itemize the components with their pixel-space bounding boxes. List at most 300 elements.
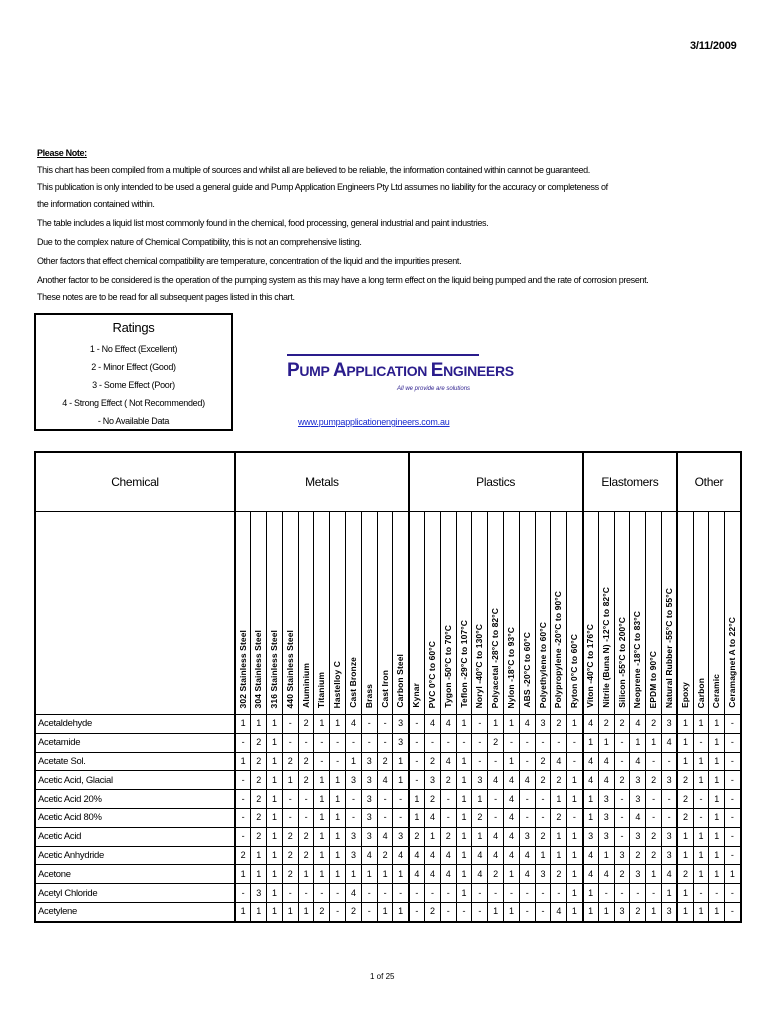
column-header <box>472 512 488 715</box>
column-header <box>251 512 267 715</box>
rating-cell: 1 <box>567 790 583 809</box>
column-header <box>693 512 709 715</box>
rating-cell: 2 <box>677 865 693 884</box>
rating-cell: - <box>409 902 425 921</box>
rating-cell: 3 <box>662 715 678 734</box>
column-header-label: Nitrile (Buna N) -12°C to 82°C <box>600 587 611 708</box>
rating-cell: 2 <box>251 771 267 790</box>
rating-cell: 4 <box>425 715 441 734</box>
table-row <box>35 846 741 865</box>
table-row <box>35 808 741 827</box>
rating-cell: - <box>361 733 377 752</box>
rating-cell: 1 <box>298 902 314 921</box>
rating-cell: 1 <box>298 865 314 884</box>
rating-cell: 1 <box>267 752 283 771</box>
rating-cell: - <box>330 902 346 921</box>
rating-cell: 4 <box>583 846 599 865</box>
rating-cell: 1 <box>693 771 709 790</box>
rating-cell: 3 <box>630 771 646 790</box>
rating-cell: 1 <box>583 902 599 921</box>
rating-cell: - <box>282 733 298 752</box>
rating-cell: - <box>725 808 741 827</box>
logo-rule <box>287 354 479 356</box>
note-line: These notes are to be read for all subsequent pages listed in this chart. <box>37 292 295 302</box>
rating-cell: 1 <box>677 715 693 734</box>
rating-cell: 4 <box>504 808 520 827</box>
ratings-box <box>34 313 233 431</box>
rating-cell: - <box>567 733 583 752</box>
rating-cell: 3 <box>614 902 630 921</box>
rating-cell: 3 <box>361 827 377 846</box>
rating-cell: - <box>725 752 741 771</box>
rating-cell: 1 <box>709 733 725 752</box>
rating-cell: - <box>725 790 741 809</box>
rating-cell: - <box>519 752 535 771</box>
rating-cell: 3 <box>598 808 614 827</box>
rating-cell: 2 <box>630 902 646 921</box>
column-header <box>662 512 678 715</box>
rating-cell: 1 <box>330 865 346 884</box>
rating-cell: 3 <box>614 846 630 865</box>
rating-cell: 2 <box>551 808 567 827</box>
column-header-label: Polyacetal -28°C to 82°C <box>490 607 501 708</box>
rating-cell: 1 <box>693 865 709 884</box>
rating-cell: 1 <box>267 902 283 921</box>
rating-cell: 1 <box>677 752 693 771</box>
column-header-label: Kynar <box>411 683 422 708</box>
rating-cell: 1 <box>551 846 567 865</box>
column-header <box>535 512 551 715</box>
rating-cell: 1 <box>393 771 409 790</box>
rating-cell: 1 <box>456 865 472 884</box>
table-row <box>35 790 741 809</box>
column-header <box>346 512 362 715</box>
rating-cell: 3 <box>361 771 377 790</box>
column-header-label: 302 Stainless Steel <box>237 629 248 708</box>
rating-cell: 2 <box>551 771 567 790</box>
rating-cell: 1 <box>488 902 504 921</box>
rating-cell: 4 <box>519 771 535 790</box>
rating-cell: 2 <box>535 827 551 846</box>
rating-cell: 1 <box>409 790 425 809</box>
rating-cell: 1 <box>646 902 662 921</box>
rating-cell: - <box>330 884 346 903</box>
rating-cell: - <box>598 884 614 903</box>
rating-cell: 3 <box>472 771 488 790</box>
rating-cell: - <box>393 884 409 903</box>
rating-cell: 2 <box>298 846 314 865</box>
rating-cell: - <box>614 808 630 827</box>
rating-cell: 3 <box>630 790 646 809</box>
chemical-name: Acetone <box>35 865 235 884</box>
column-header-label: Ryton 0°C to 60°C <box>568 633 579 708</box>
rating-cell: - <box>456 733 472 752</box>
rating-cell: 4 <box>346 884 362 903</box>
rating-cell: 2 <box>346 902 362 921</box>
rating-cell: 1 <box>677 827 693 846</box>
rating-cell: 1 <box>567 865 583 884</box>
rating-cell: 1 <box>456 771 472 790</box>
rating-cell: 2 <box>646 715 662 734</box>
rating-cell: 2 <box>472 808 488 827</box>
column-header-label: 440 Stainless Steel <box>284 629 295 708</box>
logo-wordmark: PUMP APPLICATION ENGINEERS <box>287 360 514 381</box>
rating-cell: 4 <box>519 846 535 865</box>
rating-cell: 4 <box>630 715 646 734</box>
rating-cell: 4 <box>425 865 441 884</box>
page-date: 3/11/2009 <box>690 40 737 52</box>
rating-cell: - <box>409 715 425 734</box>
rating-cell: 4 <box>519 715 535 734</box>
rating-cell: 1 <box>725 865 741 884</box>
rating-cell: - <box>361 715 377 734</box>
rating-cell: 1 <box>330 771 346 790</box>
compatibility-table <box>34 451 742 923</box>
rating-cell: 1 <box>282 771 298 790</box>
column-header-label: Cast Bronze <box>347 657 358 708</box>
rating-cell: 2 <box>251 752 267 771</box>
column-header <box>519 512 535 715</box>
rating-cell: - <box>504 733 520 752</box>
rating-cell: 1 <box>314 865 330 884</box>
rating-cell: 1 <box>567 846 583 865</box>
column-header-label: PVC 0°C to 60°C <box>426 640 437 708</box>
rating-cell: - <box>535 884 551 903</box>
rating-cell: 3 <box>251 884 267 903</box>
rating-cell: - <box>409 752 425 771</box>
rating-cell: 4 <box>630 808 646 827</box>
rating-cell: - <box>472 752 488 771</box>
rating-cell: 2 <box>282 846 298 865</box>
rating-cell: 2 <box>646 771 662 790</box>
rating-cell: 2 <box>677 790 693 809</box>
rating-cell: 3 <box>346 771 362 790</box>
rating-cell: - <box>472 884 488 903</box>
rating-cell: 1 <box>693 715 709 734</box>
rating-cell: 3 <box>630 865 646 884</box>
rating-cell: - <box>693 790 709 809</box>
rating-cell: - <box>377 884 393 903</box>
rating-cell: - <box>409 884 425 903</box>
rating-cell: - <box>535 808 551 827</box>
rating-cell: 1 <box>535 846 551 865</box>
website-link[interactable]: www.pumpapplicationengineers.com.au <box>298 417 450 427</box>
rating-cell: 1 <box>393 752 409 771</box>
rating-cell: 1 <box>314 808 330 827</box>
rating-cell: - <box>298 808 314 827</box>
rating-cell: 1 <box>456 790 472 809</box>
rating-cell: - <box>630 884 646 903</box>
note-line: Another factor to be considered is the operation of the pumping system as this may have a long term effect on the liquid being pumped and the rate of corrosion present. <box>37 275 649 285</box>
rating-cell: - <box>314 733 330 752</box>
rating-cell: - <box>646 884 662 903</box>
group-header-other: Other <box>677 452 740 512</box>
rating-cell: 4 <box>504 790 520 809</box>
rating-cell: - <box>235 884 251 903</box>
rating-cell: 2 <box>425 790 441 809</box>
rating-cell: - <box>488 884 504 903</box>
column-header-label: Ceramic <box>711 673 722 708</box>
chemical-name: Acetic Acid 80% <box>35 808 235 827</box>
rating-cell: 2 <box>251 733 267 752</box>
rating-cell: - <box>472 902 488 921</box>
rating-cell: 1 <box>314 846 330 865</box>
rating-item: - No Available Data <box>97 416 170 426</box>
rating-cell: 3 <box>662 827 678 846</box>
rating-cell: 1 <box>330 827 346 846</box>
rating-cell: 1 <box>504 865 520 884</box>
rating-cell: 1 <box>646 733 662 752</box>
column-header <box>377 512 393 715</box>
ratings-title: Ratings <box>112 320 155 335</box>
rating-cell: 1 <box>598 733 614 752</box>
rating-cell: 2 <box>614 771 630 790</box>
rating-cell: 2 <box>377 752 393 771</box>
chemical-name: Acetic Anhydride <box>35 846 235 865</box>
rating-cell: 1 <box>598 846 614 865</box>
chemical-name: Acetic Acid <box>35 827 235 846</box>
rating-cell: 4 <box>409 846 425 865</box>
rating-cell: - <box>409 771 425 790</box>
rating-cell: 1 <box>709 752 725 771</box>
rating-cell: 2 <box>251 827 267 846</box>
rating-cell: - <box>346 790 362 809</box>
company-logo <box>287 354 514 400</box>
rating-cell: 3 <box>361 808 377 827</box>
chemical-name: Acetylene <box>35 902 235 921</box>
rating-cell: 1 <box>456 808 472 827</box>
rating-cell: 1 <box>456 827 472 846</box>
rating-cell: 3 <box>583 827 599 846</box>
chemical-header-blank <box>35 512 235 715</box>
table-row <box>35 884 741 903</box>
rating-cell: 2 <box>314 902 330 921</box>
rating-cell: 1 <box>709 827 725 846</box>
rating-cell: 2 <box>488 733 504 752</box>
rating-cell: 2 <box>677 771 693 790</box>
rating-cell: 1 <box>267 808 283 827</box>
rating-cell: 1 <box>646 865 662 884</box>
rating-cell: - <box>488 790 504 809</box>
rating-cell: - <box>361 884 377 903</box>
rating-cell: - <box>725 827 741 846</box>
column-header <box>298 512 314 715</box>
rating-cell: 1 <box>251 865 267 884</box>
column-header-label: Teflon -29°C to 107°C <box>458 620 469 708</box>
rating-cell: - <box>346 808 362 827</box>
rating-cell: 2 <box>535 771 551 790</box>
rating-cell: 2 <box>440 827 456 846</box>
rating-cell: 4 <box>551 902 567 921</box>
rating-cell: - <box>535 733 551 752</box>
rating-cell: 4 <box>425 808 441 827</box>
rating-cell: - <box>504 884 520 903</box>
rating-cell: - <box>519 884 535 903</box>
column-header <box>614 512 630 715</box>
rating-cell: 1 <box>267 827 283 846</box>
rating-cell: 2 <box>614 865 630 884</box>
rating-cell: - <box>614 827 630 846</box>
chemical-name: Acetate Sol. <box>35 752 235 771</box>
rating-cell: 2 <box>298 715 314 734</box>
column-header-label: Aluminium <box>300 663 311 708</box>
rating-cell: 3 <box>630 827 646 846</box>
rating-cell: - <box>440 902 456 921</box>
rating-cell: 1 <box>677 846 693 865</box>
rating-cell: 1 <box>630 733 646 752</box>
rating-cell: 2 <box>630 846 646 865</box>
notes-heading: Please Note: <box>37 148 87 158</box>
column-header <box>630 512 646 715</box>
column-header <box>646 512 662 715</box>
rating-cell: 1 <box>598 902 614 921</box>
column-header-label: Ceramagnet A to 22°C <box>726 617 737 708</box>
rating-cell: 1 <box>567 771 583 790</box>
rating-cell: 2 <box>646 827 662 846</box>
column-header-label: Viton -40°C to 176°C <box>585 624 596 708</box>
page-number: 1 of 25 <box>370 972 395 981</box>
rating-cell: 4 <box>488 771 504 790</box>
rating-cell: 4 <box>440 715 456 734</box>
rating-cell: 3 <box>393 715 409 734</box>
column-header <box>282 512 298 715</box>
rating-cell: 2 <box>551 715 567 734</box>
note-line: This publication is only intended to be used a general guide and Pump Application Engineers Pty Ltd assumes no liability for the accuracy or completeness of <box>37 182 608 192</box>
rating-cell: 2 <box>298 752 314 771</box>
rating-cell: 4 <box>393 846 409 865</box>
rating-cell: - <box>377 790 393 809</box>
column-header <box>456 512 472 715</box>
rating-item: 2 - Minor Effect (Good) <box>91 362 176 372</box>
rating-cell: 1 <box>393 865 409 884</box>
rating-cell: - <box>235 808 251 827</box>
column-header <box>598 512 614 715</box>
rating-cell: - <box>425 733 441 752</box>
rating-cell: 1 <box>314 790 330 809</box>
group-header-plastics: Plastics <box>409 452 583 512</box>
rating-cell: 2 <box>535 752 551 771</box>
rating-cell: 2 <box>298 771 314 790</box>
rating-cell: 4 <box>346 715 362 734</box>
rating-cell: - <box>693 808 709 827</box>
rating-cell: 1 <box>677 902 693 921</box>
rating-cell: 2 <box>614 715 630 734</box>
rating-cell: 4 <box>377 827 393 846</box>
rating-cell: - <box>456 902 472 921</box>
rating-cell: 2 <box>282 827 298 846</box>
rating-cell: 1 <box>567 884 583 903</box>
rating-cell: - <box>440 790 456 809</box>
rating-cell: - <box>551 884 567 903</box>
rating-cell: 1 <box>235 865 251 884</box>
rating-cell: 4 <box>583 771 599 790</box>
rating-cell: 1 <box>456 846 472 865</box>
chemical-name: Acetamide <box>35 733 235 752</box>
rating-cell: - <box>551 733 567 752</box>
rating-cell: - <box>646 808 662 827</box>
rating-cell: 1 <box>251 846 267 865</box>
rating-cell: 1 <box>472 790 488 809</box>
logo-tagline: All we provide are solutions <box>397 386 471 392</box>
rating-cell: - <box>393 808 409 827</box>
rating-cell: - <box>614 733 630 752</box>
column-header-label: Cast Iron <box>379 670 390 708</box>
rating-cell: - <box>519 808 535 827</box>
table-row <box>35 865 741 884</box>
rating-cell: 1 <box>504 715 520 734</box>
rating-cell: 1 <box>267 865 283 884</box>
rating-item: 1 - No Effect (Excellent) <box>89 344 178 354</box>
rating-cell: 1 <box>709 790 725 809</box>
rating-cell: 1 <box>314 771 330 790</box>
rating-cell: 1 <box>282 902 298 921</box>
column-header <box>267 512 283 715</box>
rating-cell: - <box>519 733 535 752</box>
rating-cell: - <box>472 715 488 734</box>
table-row <box>35 715 741 734</box>
column-header-label: Brass <box>363 683 374 708</box>
rating-cell: - <box>567 752 583 771</box>
rating-cell: - <box>709 884 725 903</box>
rating-cell: 1 <box>267 733 283 752</box>
rating-cell: 1 <box>693 752 709 771</box>
rating-cell: 3 <box>346 827 362 846</box>
rating-cell: - <box>725 733 741 752</box>
rating-cell: - <box>314 884 330 903</box>
rating-cell: 1 <box>267 790 283 809</box>
rating-cell: 1 <box>677 884 693 903</box>
column-header <box>425 512 441 715</box>
table-row <box>35 771 741 790</box>
chemical-name: Acetaldehyde <box>35 715 235 734</box>
rating-cell: - <box>314 752 330 771</box>
rating-cell: 4 <box>598 865 614 884</box>
rating-cell: - <box>662 790 678 809</box>
column-header-label: ABS -20°C to 60°C <box>521 632 532 708</box>
chemical-name: Acetic Acid, Glacial <box>35 771 235 790</box>
rating-cell: - <box>440 808 456 827</box>
rating-cell: 1 <box>709 902 725 921</box>
rating-cell: 1 <box>330 846 346 865</box>
rating-cell: 1 <box>314 827 330 846</box>
rating-cell: 4 <box>519 865 535 884</box>
rating-cell: - <box>472 733 488 752</box>
rating-cell: 4 <box>504 846 520 865</box>
rating-cell: 1 <box>567 715 583 734</box>
rating-cell: 4 <box>425 846 441 865</box>
rating-cell: 3 <box>662 771 678 790</box>
rating-cell: - <box>377 808 393 827</box>
rating-cell: 1 <box>709 865 725 884</box>
group-header-elastomers: Elastomers <box>583 452 678 512</box>
rating-cell: 1 <box>567 827 583 846</box>
column-header-label: Tygon -50°C to 70°C <box>442 625 453 708</box>
column-header <box>235 512 251 715</box>
column-header-label: Epoxy <box>679 681 690 708</box>
column-header <box>567 512 583 715</box>
rating-cell: 4 <box>583 715 599 734</box>
rating-cell: 1 <box>709 808 725 827</box>
rating-cell: 1 <box>314 715 330 734</box>
rating-cell: 1 <box>235 715 251 734</box>
rating-cell: 1 <box>393 902 409 921</box>
rating-cell: - <box>377 733 393 752</box>
rating-cell: - <box>614 790 630 809</box>
rating-cell: 2 <box>488 865 504 884</box>
chemical-name: Acetyl Chloride <box>35 884 235 903</box>
rating-cell: 4 <box>598 752 614 771</box>
rating-cell: 4 <box>504 771 520 790</box>
